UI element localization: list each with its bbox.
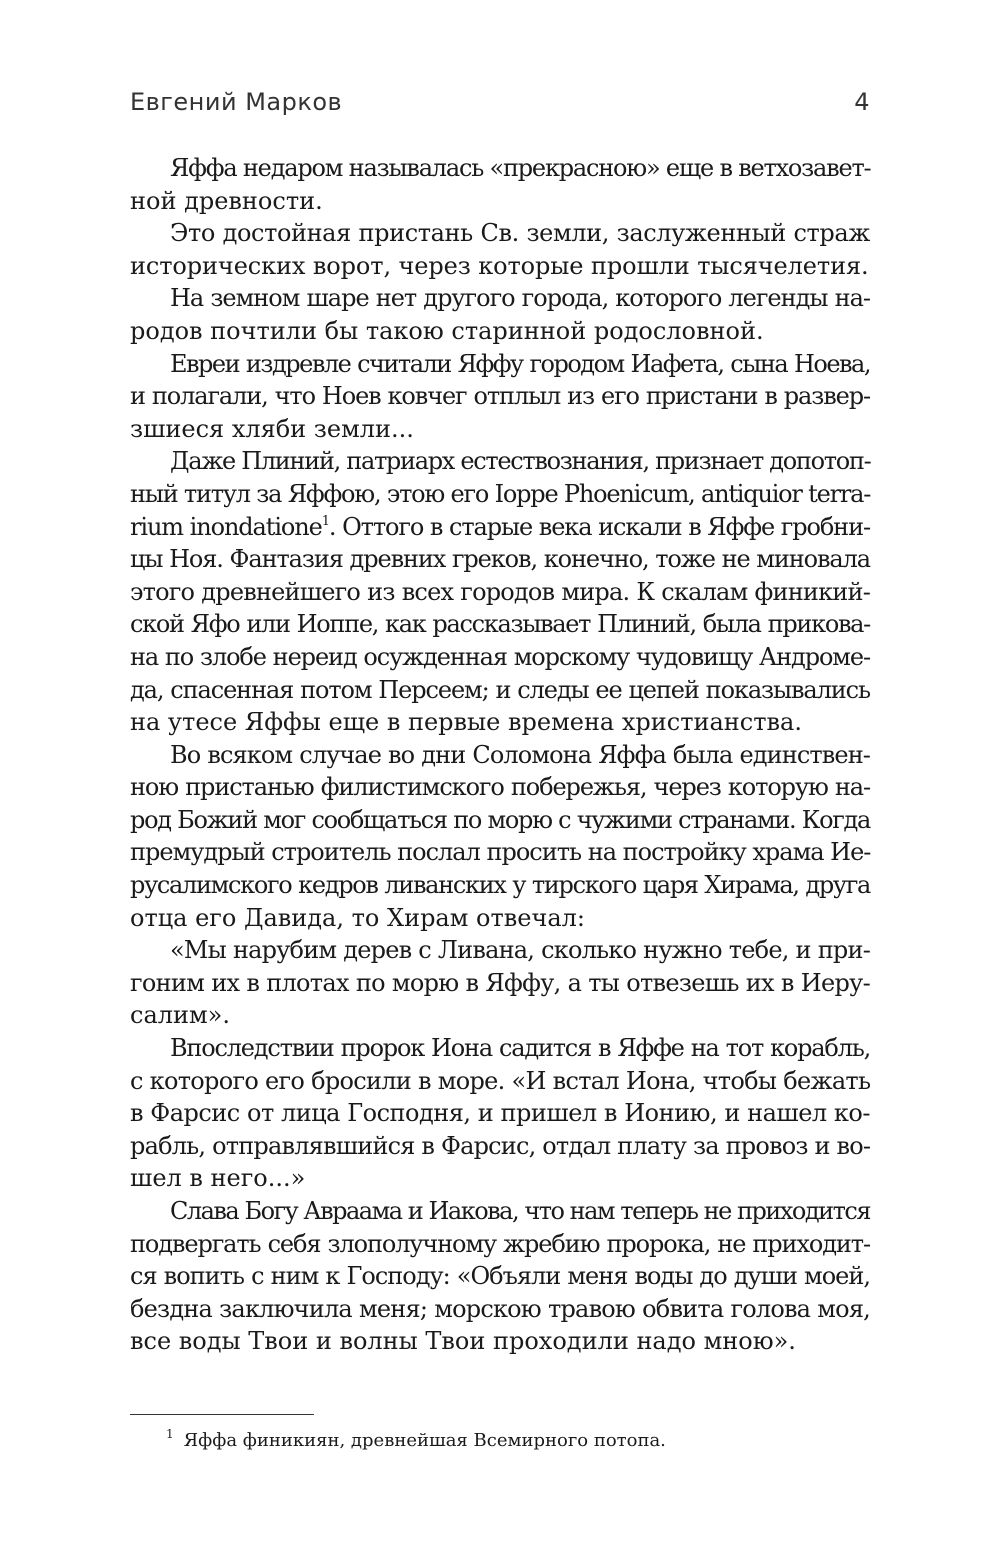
- text-line: [130, 674, 870, 707]
- text-line-content: род Божий мог сообщаться по морю с чужими странами. Когда: [130, 805, 870, 834]
- text-line-content: ный титул за Яффою, этою его Ioppe Phoenicum, antiquior terra-: [130, 479, 871, 508]
- text-line: [130, 348, 870, 381]
- body-text: [130, 152, 870, 1358]
- text-line-content: Яффа недаром называлась «прекрасною» еще в ветхозавет-: [170, 154, 871, 182]
- text-line: [130, 380, 870, 413]
- text-line: [130, 1195, 870, 1228]
- text-line-content: гоним их в плотах по морю в Яффу, а ты отвезешь их в Иеру-: [130, 968, 870, 997]
- footnote-divider: [130, 1414, 314, 1415]
- text-line-content: Это достойная пристань Св. земли, заслуженный страж: [170, 219, 870, 248]
- text-line-content: зшиеся хляби земли...: [130, 414, 414, 443]
- text-line: [130, 999, 870, 1032]
- text-line: [130, 608, 870, 641]
- text-line-content: Слава Богу Авраама и Иакова, что нам теперь не приходится: [170, 1197, 870, 1225]
- text-line: [130, 1032, 870, 1065]
- text-line: [130, 902, 870, 935]
- text-line-content: шел в него...»: [130, 1164, 306, 1193]
- text-line: [130, 511, 870, 544]
- footnote: [166, 1428, 666, 1454]
- text-line: [130, 413, 870, 446]
- text-line: [130, 1325, 870, 1358]
- text-line: [130, 967, 870, 1000]
- text-line-content: этого древнейшего из всех городов мира. К скалам финикий-: [130, 577, 870, 606]
- text-line: [130, 1293, 870, 1326]
- text-line-content: Даже Плиний, патриарх естествознания, признает допотоп-: [170, 447, 871, 476]
- text-line: [130, 1260, 870, 1293]
- text-line-content: ся вопить с ним к Господу: «Объяли меня воды до души моей,: [130, 1262, 870, 1291]
- text-line-content: rium inondatione: [130, 512, 322, 541]
- text-line-content: Во всяком случае во дни Соломона Яффа была единствен-: [170, 740, 870, 769]
- text-line-content: исторических ворот, через которые прошли тысячелетия.: [130, 251, 869, 280]
- text-line: [130, 576, 870, 609]
- text-line-content: ской Яфо или Иоппе, как рассказывает Плиний, была прикова-: [130, 610, 870, 639]
- text-line-content: премудрый строитель послал просить на постройку храма Ие-: [130, 838, 871, 867]
- text-line-content: ною пристанью филистимского побережья, через которую на-: [130, 773, 870, 802]
- text-line-content: да, спасенная потом Персеем; и следы ее цепей показывались: [130, 675, 870, 704]
- text-line-content: родов почтили бы такою старинной родословной.: [130, 316, 764, 345]
- text-line: [130, 250, 870, 283]
- text-line-content: все воды Твои и волны Твои проходили надо мною».: [130, 1327, 796, 1356]
- text-line-content: Впоследствии пророк Иона садится в Яффе на тот корабль,: [170, 1034, 870, 1063]
- text-line-content: салим».: [130, 1001, 230, 1030]
- text-line: [130, 771, 870, 804]
- text-line-content: подвергать себя злополучному жребию пророка, не приходит-: [130, 1229, 870, 1258]
- text-line-content: ной древности.: [130, 186, 323, 215]
- header-author: Евгений Марков: [130, 88, 343, 116]
- text-line-content: русалимского кедров ливанских у тирского царя Хирама, друга: [130, 871, 870, 900]
- text-line-content: отца его Давида, то Хирам отвечал:: [130, 903, 585, 932]
- text-line-content: с которого его бросили в море. «И встал Иона, чтобы бежать: [130, 1066, 871, 1095]
- text-line: [130, 836, 870, 869]
- text-line: [130, 1228, 870, 1261]
- text-line: [130, 315, 870, 348]
- text-line: [130, 1130, 870, 1163]
- footnote-text: Яффа финикиян, древнейшая Всемирного потопа.: [183, 1430, 666, 1451]
- running-header: [130, 88, 870, 116]
- page-number: 4: [854, 88, 870, 116]
- footnote-number: 1: [166, 1427, 174, 1441]
- text-line: [130, 641, 870, 674]
- text-line: [130, 282, 870, 315]
- text-line: [130, 739, 870, 772]
- text-line: [130, 1065, 870, 1098]
- text-line-content: на утесе Яффы еще в первые времена христианства.: [130, 708, 802, 737]
- footnote-ref: 1: [321, 513, 329, 529]
- text-line: [130, 152, 870, 185]
- text-line-continuation: . Оттого в старые века искали в Яффе гробни-: [328, 512, 870, 541]
- text-line-content: и полагали, что Ноев ковчег отплыл из его пристани в развер-: [130, 382, 870, 411]
- text-line: [130, 1097, 870, 1130]
- text-line: [130, 934, 870, 967]
- text-line: [130, 445, 870, 478]
- text-line: [130, 185, 870, 218]
- text-line: [130, 217, 870, 250]
- text-line-content: на по злобе нереид осужденная морскому чудовищу Андроме-: [130, 642, 870, 671]
- text-line: [130, 478, 870, 511]
- text-line-content: бездна заключила меня; морскою травою обвита голова моя,: [130, 1294, 870, 1323]
- text-line-content: Евреи издревле считали Яффу городом Иафета, сына Ноева,: [170, 349, 870, 378]
- text-line: [130, 869, 870, 902]
- text-line-content: На земном шаре нет другого города, которого легенды на-: [170, 284, 870, 313]
- text-line: [130, 706, 870, 739]
- text-line-content: в Фарсис от лица Господня, и пришел в Ионию, и нашел ко-: [130, 1099, 870, 1128]
- text-line-content: «Мы нарубим дерев с Ливана, сколько нужно тебе, и при-: [170, 936, 870, 965]
- text-line-content: рабль, отправлявшийся в Фарсис, отдал плату за провоз и во-: [130, 1131, 871, 1160]
- text-line: [130, 1162, 870, 1195]
- text-line-content: цы Ноя. Фантазия древних греков, конечно, тоже не миновала: [130, 545, 870, 574]
- text-line: [130, 804, 870, 837]
- text-line: [130, 543, 870, 576]
